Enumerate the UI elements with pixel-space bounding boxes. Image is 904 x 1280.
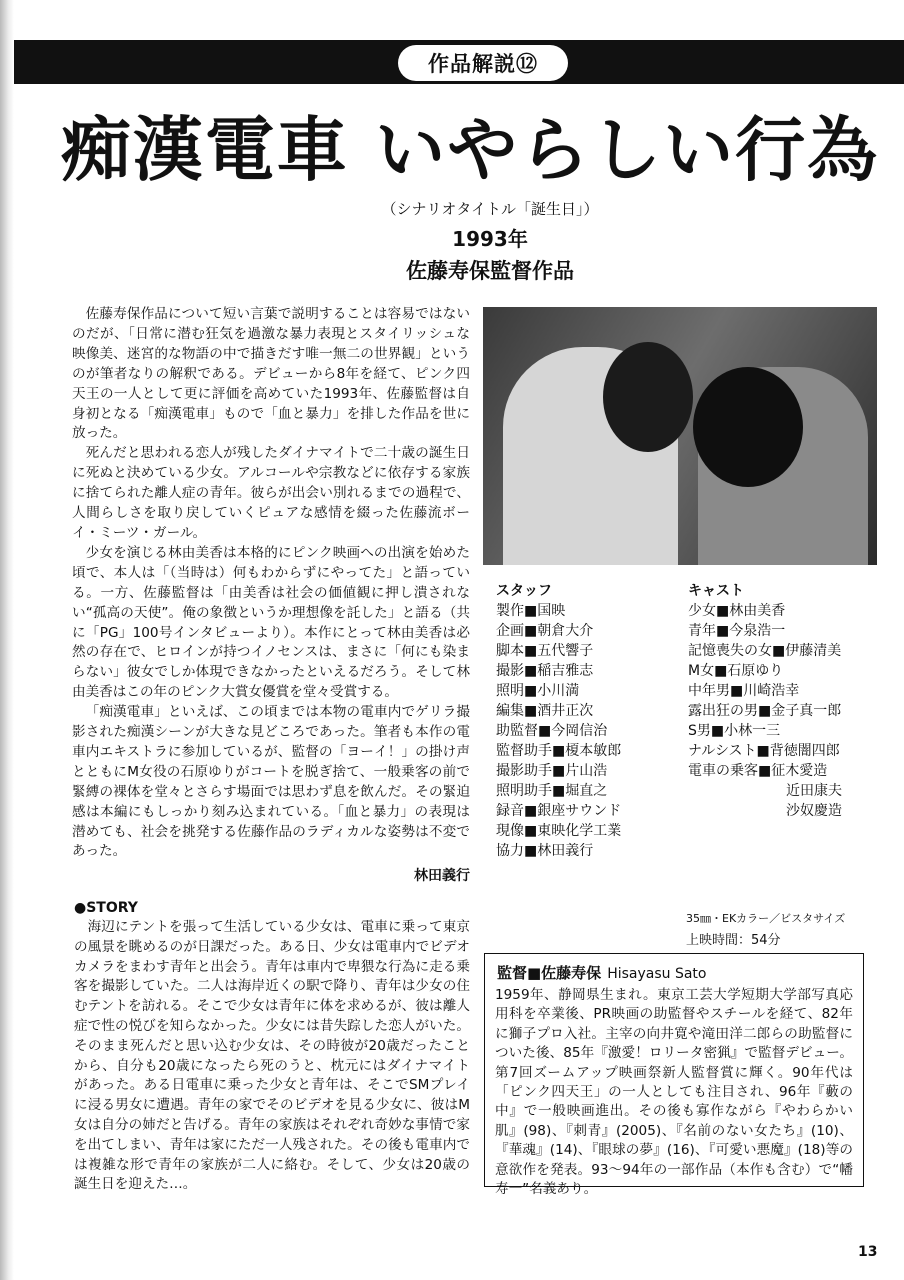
cast-list bbox=[688, 581, 888, 821]
cast-row: 青年■今泉浩一 bbox=[688, 623, 786, 639]
cast-row: 記憶喪失の女■伊藤清美 bbox=[688, 643, 842, 659]
staff-row: 監督助手■榎本敏郎 bbox=[496, 743, 622, 759]
story-paragraph: 海辺にテントを張って生活している少女は、電車に乗って東京の風景を眺めるのが日課だった。ある日、少女は電車内でビデオカメラをまわす青年と出会う。青年は車内で卑猥な行為に走る乗客を撮影していた。二人は海岸近くの駅で降り、青年は少女の住むテントを訪れる。そこで少女は青年に体を求めるが、彼は離人症で性の悦びを知らなかった。少女には昔失踪した恋人がいた。そのまま死んだと思い込む少女は、その時彼が20歳だったことから、自分も20歳になったら死のうと、枕元にはダイナマイトがあった。ある日電車に乗った少女と青年は、そこでSMプレイに浸る男女に遭遇。青年の家でそのビデオを見る少女に、彼はM女は自分の姉だと告げる。青年の家族はそれぞれ奇妙な事情で家を出てしまい、青年は家にただ一人残された。その後も電車内では複雑な形で青年の家族が二人に絡む。そして、少女は20歳の誕生日を迎えた…。 bbox=[74, 919, 470, 1193]
staff-list bbox=[496, 581, 681, 861]
director-profile-box bbox=[484, 953, 864, 1198]
essay-paragraph: 少女を演じる林由美香は本格的にピンク映画への出演を始めた頃で、本人は「（当時は）何もわからずにやってた」と語っている。一方、佐藤監督は「由美香は社会の価値観に押し潰されない“孤高の天使”。俺の象徴というか理想像を託した」と語る（共に「PG」100号インタビューより）。本作にとって林由美香は必然の存在で、ヒロインが持つイノセンスは、まさに「何にも染まらない」彼女でしか体現できなかったといえるだろう。そして林由美香はこの年のピンク大賞女優賞を堂々受賞する。 bbox=[72, 544, 470, 701]
photo-head-woman bbox=[693, 367, 803, 487]
staff-row: 照明■小川満 bbox=[496, 683, 580, 699]
cast-extra-name: 沙奴慶造 bbox=[786, 803, 842, 819]
essay-author: 林田義行 bbox=[414, 868, 470, 884]
film-runtime: 上映時間：54分 bbox=[686, 933, 781, 948]
director-name-romaji: Hisayasu Sato bbox=[607, 966, 707, 982]
review-essay bbox=[72, 305, 470, 862]
staff-row: 撮影■稲吉雅志 bbox=[496, 663, 594, 679]
film-format: 35㎜・EKカラー／ビスタサイズ bbox=[686, 912, 846, 925]
essay-paragraph: 死んだと思われる恋人が残したダイナマイトで二十歳の誕生日に死ぬと決めている少女。アルコールや宗教などに依存する家族に捨てられた離人症の青年。彼らが出会い別れるまでの過程で、人間らしさを取り戻していくピュアな感情を綴った佐藤流ボーイ・ミーツ・ガール。 bbox=[72, 445, 470, 541]
scenario-title: （シナリオタイトル「誕生日」） bbox=[381, 200, 599, 218]
film-still-image bbox=[483, 307, 877, 565]
cast-row bbox=[688, 781, 888, 801]
cast-row: M女■石原ゆり bbox=[688, 663, 784, 679]
staff-row: 協力■林田義行 bbox=[496, 843, 594, 859]
release-year: 1993年 bbox=[452, 227, 528, 251]
story-heading: ●STORY bbox=[74, 900, 138, 916]
director-credit: 佐藤寿保監督作品 bbox=[406, 259, 574, 283]
essay-paragraph: 「痴漢電車」といえば、この頃までは本物の電車内でゲリラ撮影された痴漢シーンが大きな見どころであった。筆者も本作の電車内エキストラに参加しているが、監督の「ヨーイ！」の掛け声とともにM女役の石原ゆりがコートを脱ぎ捨て、一般乗客の前で緊縛の裸体を堂々とさらす場面では思わず息を飲んだ。その緊迫感は本編にもしっかり刻み込まれている。「血と暴力」の表現は潜めても、社会を挑発する佐藤作品のラディカルな姿勢は不変であった。 bbox=[72, 704, 470, 860]
cast-extra-name: 近田康夫 bbox=[786, 783, 842, 799]
staff-row: 脚本■五代響子 bbox=[496, 643, 594, 659]
director-name-text: 監督■佐藤寿保 bbox=[497, 964, 602, 982]
staff-row: 製作■国映 bbox=[496, 603, 566, 619]
staff-row: 照明助手■堀直之 bbox=[496, 783, 608, 799]
cast-row: ナルシスト■背徳闇四郎 bbox=[688, 743, 840, 759]
staff-row: 編集■酒井正次 bbox=[496, 703, 594, 719]
photo-head-man bbox=[603, 342, 693, 452]
cast-row: 少女■林由美香 bbox=[688, 603, 786, 619]
film-title: 痴漢電車 いやらしい行為 bbox=[60, 109, 880, 191]
staff-row: 企画■朝倉大介 bbox=[496, 623, 594, 639]
staff-row: 録音■銀座サウンド bbox=[496, 803, 622, 819]
cast-heading: キャスト bbox=[688, 583, 744, 599]
staff-heading: スタッフ bbox=[496, 583, 552, 599]
cast-row: S男■小林一三 bbox=[688, 723, 781, 739]
director-biography: 1959年、静岡県生まれ。東京工芸大学短期大学部写真応用科を卒業後、PR映画の助監督やスチールを経て、82年に獅子プロ入社。主宰の向井寛や滝田洋二郎らの助監督についた後、85年『激愛！ロリータ密猟』で監督デビュー。第7回ズームアップ映画祭新人監督賞に輝く。90年代は「ピンク四天王」の一人としても注目され、96年『藪の中』で一般映画進出。その後も寡作ながら『やわらかい肌』(98)、『刺青』(2005)、『名前のない女たち』(10)、『華魂』(14)、『眼球の夢』(16)、『可愛い悪魔』(18)等の意欲作を発表。93〜94年の一部作品（本作も含む）で“幡寿一”名義あり。 bbox=[495, 987, 853, 1198]
staff-row: 助監督■今岡信治 bbox=[496, 723, 608, 739]
section-label: 作品解説⑫ bbox=[398, 45, 568, 81]
director-profile-name bbox=[497, 962, 706, 983]
essay-paragraph: 佐藤寿保作品について短い言葉で説明することは容易ではないのだが、「日常に潜む狂気を過激な暴力表現とスタイリッシュな映像美、迷宮的な物語の中で描きだす唯一無二の世界観」というのが筆者なりの解釈である。デビューから8年を経て、ピンク四天王の一人として更に評価を高めていた1993年、佐藤監督は自身初となる「痴漢電車」もので「血と暴力」を排した作品を世に放った。 bbox=[72, 306, 470, 442]
cast-row: 露出狂の男■金子真一郎 bbox=[688, 703, 842, 719]
cast-row bbox=[688, 801, 888, 821]
page-binding-shadow bbox=[0, 0, 14, 1280]
staff-row: 撮影助手■片山浩 bbox=[496, 763, 608, 779]
cast-row: 中年男■川崎浩幸 bbox=[688, 683, 800, 699]
story-synopsis bbox=[74, 918, 470, 1195]
cast-row: 電車の乗客■征木愛造 bbox=[688, 763, 828, 779]
page-number: 13 bbox=[858, 1244, 878, 1260]
staff-row: 現像■東映化学工業 bbox=[496, 823, 622, 839]
